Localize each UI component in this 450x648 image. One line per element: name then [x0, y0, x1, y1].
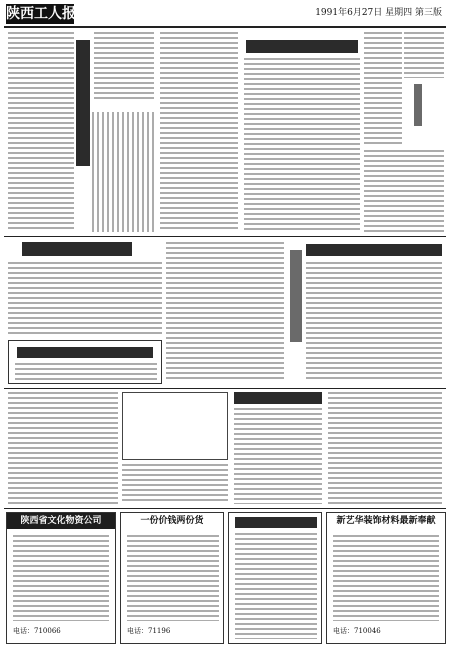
ad-decoration: [326, 512, 446, 644]
vertical-headline: [76, 40, 90, 166]
ad-cloth-shop: [120, 512, 224, 644]
ad-culture-body: [13, 535, 109, 621]
ad-tools-title: [17, 347, 153, 358]
right-vertical-title: [414, 84, 422, 126]
center-headline: [246, 40, 358, 53]
column-1-text: [8, 32, 74, 232]
photo-caption: [122, 464, 228, 504]
column-11-text: [234, 408, 322, 504]
middle-headline-left: [22, 242, 132, 256]
column-4-text: [244, 58, 360, 232]
dateline: 1991年6月27日 星期四 第三版: [315, 8, 442, 18]
news-photo: [122, 392, 228, 460]
ad-culture-title: 陕西省文化物资公司: [7, 513, 115, 529]
ad-decoration-tel: 电话：710046: [333, 627, 381, 635]
mid-rule-1: [4, 236, 446, 237]
column-8-text: [166, 242, 284, 382]
middle-vertical-title: [290, 250, 302, 342]
ad-testing-station: [228, 512, 322, 644]
column-2-text: [94, 32, 154, 102]
ad-cloth-body: [127, 535, 219, 621]
top-rule: [4, 26, 446, 28]
ad-decoration-title: 新艺华装饰材料最新奉献: [327, 513, 445, 529]
ad-testing-body: [235, 533, 317, 639]
column-12-text: [328, 392, 442, 504]
ad-cloth-title: 一份价钱两份货: [121, 513, 223, 529]
masthead-box: [6, 4, 74, 24]
ad-culture-tel: 电话：710066: [13, 627, 61, 635]
ad-tools-body: [15, 363, 157, 381]
ad-tools-company: [8, 340, 162, 384]
column-9-text: [306, 262, 442, 382]
column-6-text: [364, 150, 444, 232]
ad-cloth-tel: 电话：71196: [127, 627, 171, 635]
ad-decoration-body: [333, 535, 439, 621]
ad-culture-company: [6, 512, 116, 644]
mid-rule-2: [4, 388, 446, 389]
column-3-text: [160, 32, 238, 232]
column-5-text: [364, 32, 402, 144]
small-note: [404, 32, 444, 78]
vertical-subtitle: [92, 112, 156, 232]
lower-rule: [4, 508, 446, 509]
column-7-text: [8, 262, 162, 336]
ad-testing-title: [235, 517, 317, 528]
masthead: 陕西工人报: [6, 6, 76, 22]
column-10-text: [8, 392, 118, 504]
lower-headline: [234, 392, 322, 404]
middle-headline-right: [306, 244, 442, 256]
